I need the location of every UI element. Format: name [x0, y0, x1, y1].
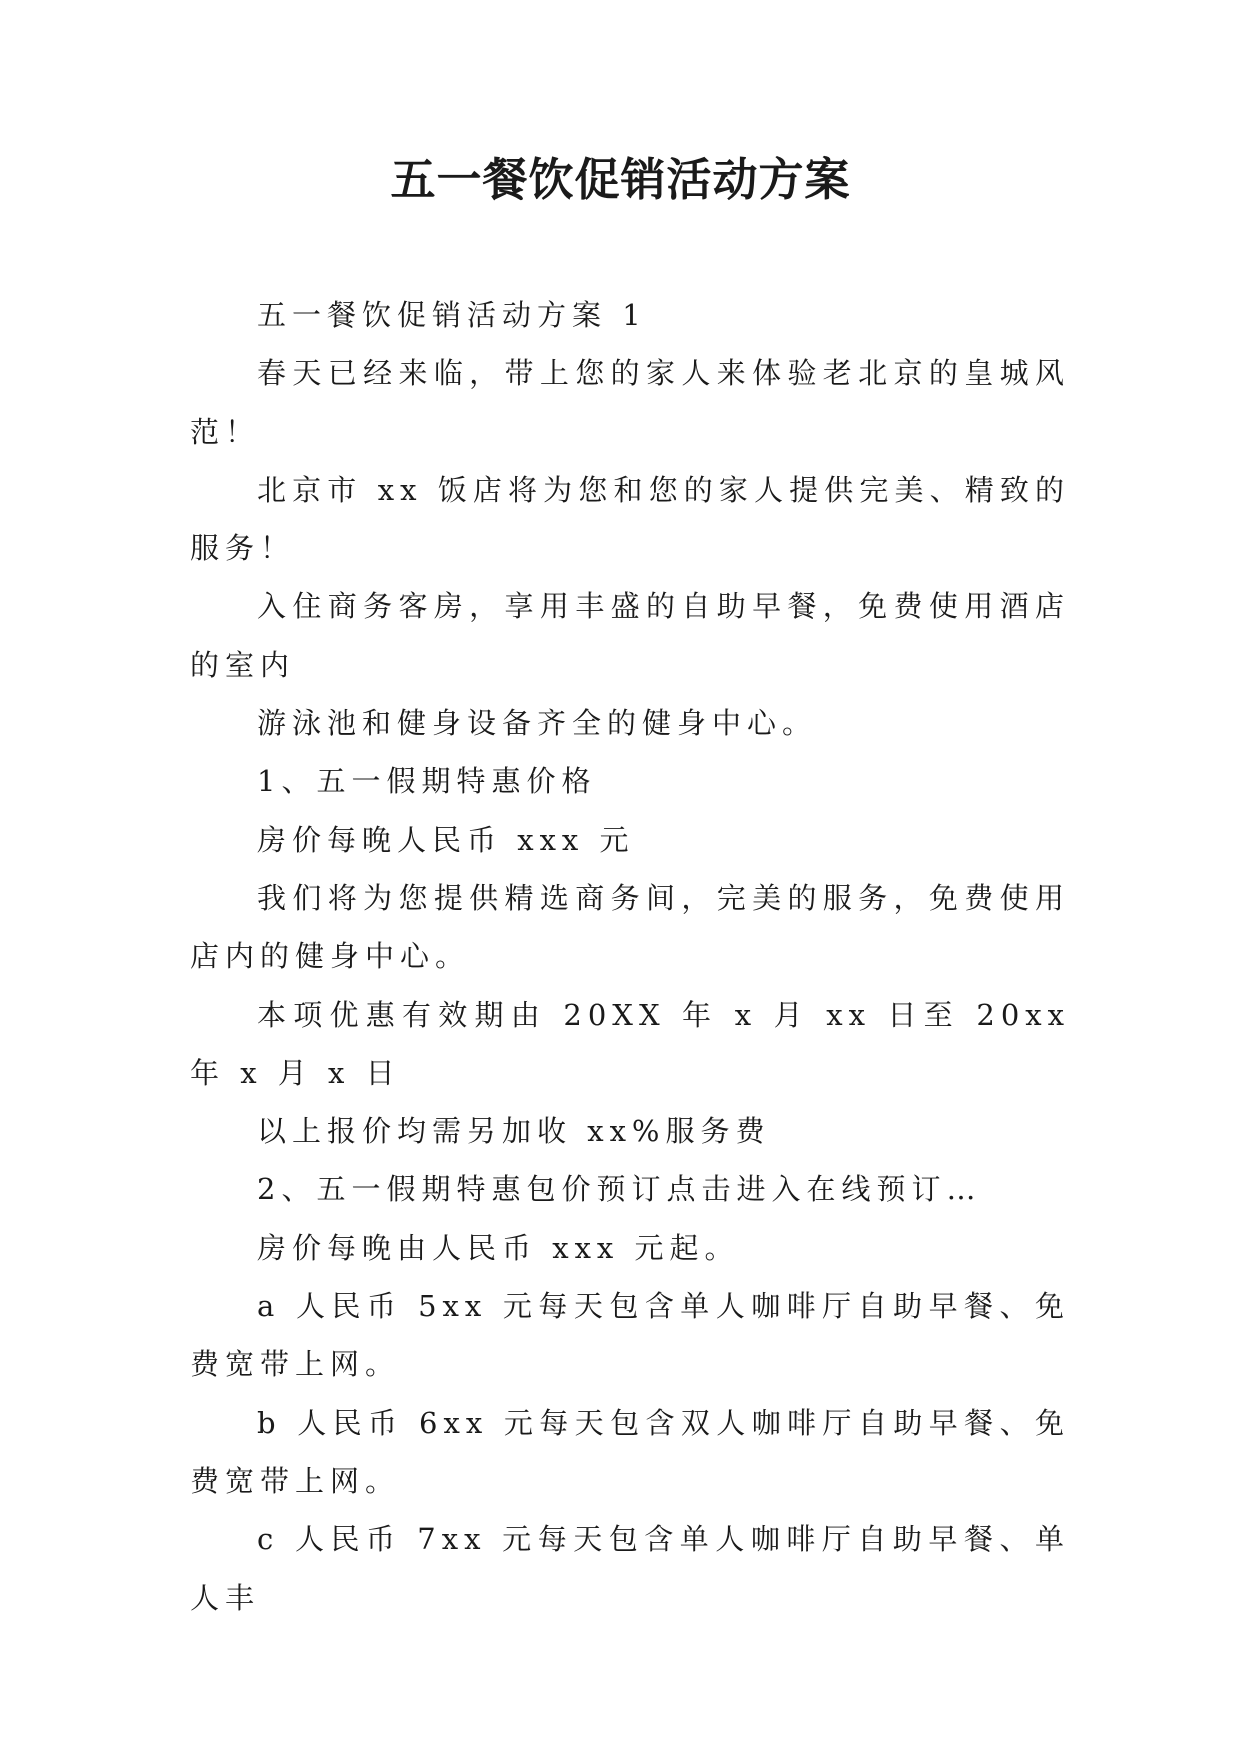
paragraph: 本项优惠有效期由 20XX 年 x 月 xx 日至 20xx 年 x 月 x 日 [190, 997, 1070, 1090]
paragraph: 以上报价均需另加收 xx%服务费 [257, 1114, 771, 1149]
paragraph: 房价每晚人民币 xxx 元 [257, 822, 635, 857]
paragraph-item-heading: 1、五一假期特惠价格 [257, 764, 597, 799]
paragraph-option: a 人民币 5xx 元每天包含单人咖啡厅自助早餐、免费宽带上网。 [190, 1289, 1070, 1382]
document-title: 五一餐饮促销活动方案 [390, 153, 851, 206]
paragraph: 入住商务客房，享用丰盛的自助早餐，免费使用酒店的室内 [190, 589, 1070, 682]
paragraph-option: b 人民币 6xx 元每天包含双人咖啡厅自助早餐、免费宽带上网。 [190, 1405, 1070, 1498]
paragraph-option: c 人民币 7xx 元每天包含单人咖啡厅自助早餐、单人丰 [190, 1522, 1070, 1615]
paragraph: 北京市 xx 饭店将为您和您的家人提供完美、精致的服务！ [190, 472, 1070, 566]
paragraph: 游泳池和健身设备齐全的健身中心。 [257, 706, 818, 741]
paragraph-item-heading: 2、五一假期特惠包价预订点击进入在线预订… [257, 1172, 982, 1207]
paragraph: 我们将为您提供精选商务间，完美的服务，免费使用店内的健身中心。 [190, 880, 1070, 974]
paragraph: 房价每晚由人民币 xxx 元起。 [257, 1230, 740, 1265]
paragraph: 春天已经来临，带上您的家人来体验老北京的皇城风范！ [190, 356, 1070, 449]
document-body [190, 286, 1070, 1627]
paragraph-section-heading: 五一餐饮促销活动方案 1 [257, 298, 647, 332]
